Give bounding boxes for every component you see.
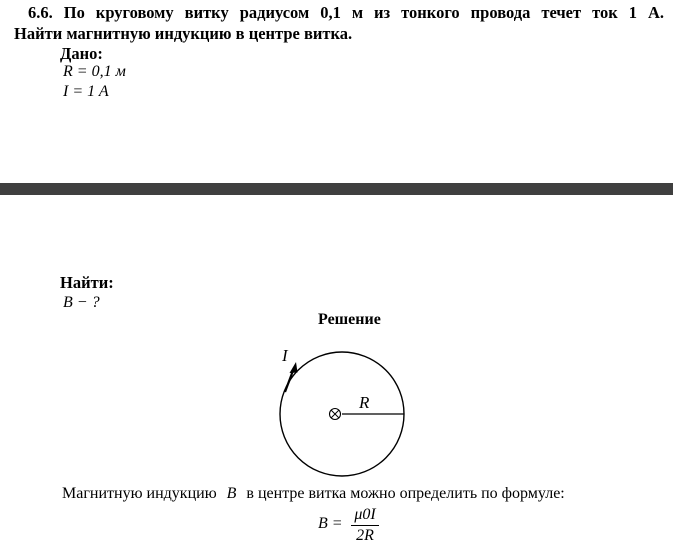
symbol-b: B xyxy=(226,485,237,502)
given-heading: Дано: xyxy=(60,44,103,63)
arrowhead-icon xyxy=(290,362,298,373)
current-loop-diagram xyxy=(265,340,415,485)
find-item: B − ? xyxy=(63,294,100,311)
current-label: I xyxy=(282,346,288,365)
solution-text xyxy=(62,485,565,503)
formula-lhs: B = xyxy=(318,515,343,532)
solution-text-after: в центре витка можно определить по формуле: xyxy=(246,485,565,502)
problem-line-2: Найти магнитную индукцию в центре витка. xyxy=(14,24,353,43)
formula-denominator: 2R xyxy=(356,527,374,544)
section-divider xyxy=(0,183,673,195)
fraction-bar xyxy=(351,525,379,526)
given-current: I = 1 A xyxy=(63,83,109,100)
solution-heading: Решение xyxy=(318,311,381,328)
formula-numerator: μ0I xyxy=(354,506,376,523)
radius-label: R xyxy=(359,393,370,412)
given-radius: R = 0,1 м xyxy=(63,63,126,80)
problem-line-1: 6.6. По круговому витку радиусом 0,1 м из тонкого провода течет ток 1 А. xyxy=(28,3,664,22)
solution-text-before: Магнитную индукцию xyxy=(62,485,217,502)
formula-fraction xyxy=(351,506,379,545)
problem-statement xyxy=(14,2,664,44)
find-heading: Найти: xyxy=(60,273,114,292)
